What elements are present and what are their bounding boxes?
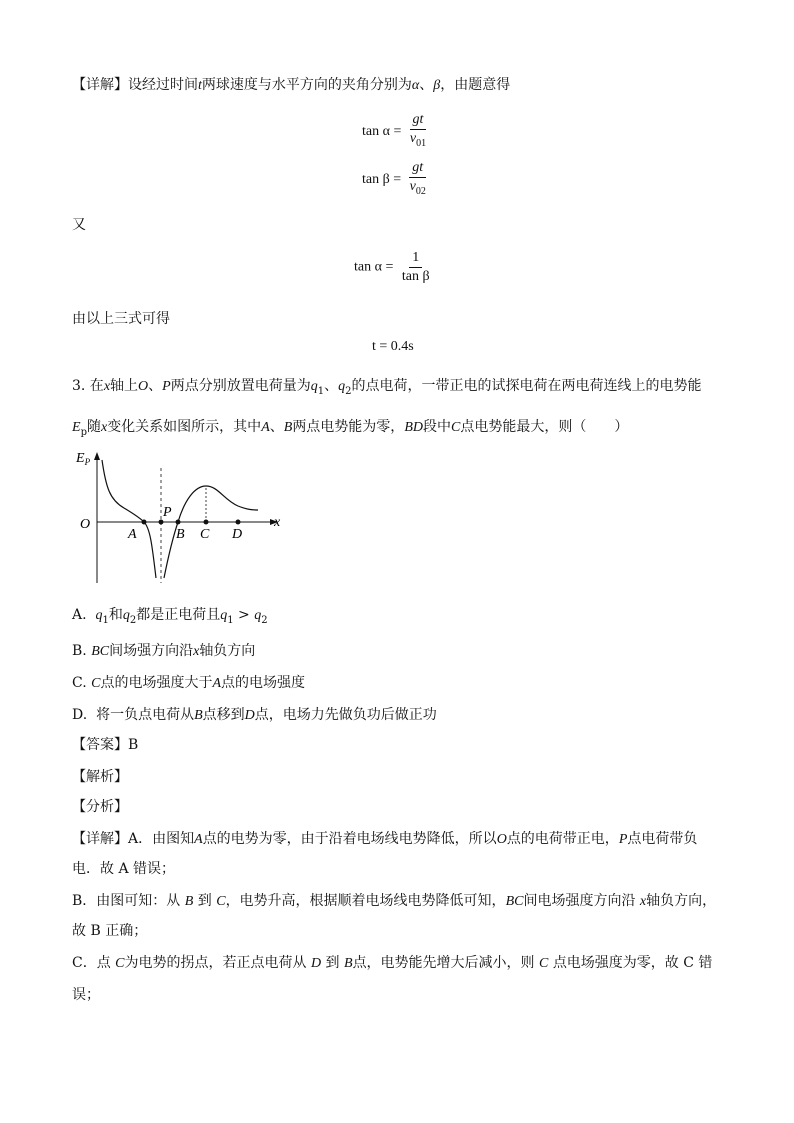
detail-line-c2: 误；	[72, 987, 100, 1003]
question-line-2: $E_p$随x变化关系如图所示，其中A、B两点电势能为零，BD段中C点电势能最大，则（ ）	[72, 419, 629, 438]
point-B	[176, 520, 181, 525]
question-line-1: 3. 在x轴上O、P两点分别放置电荷量为$q_1$、$q_2$的点电荷，一带正电的试探电荷在两电荷连线上的电势能	[72, 378, 702, 397]
point-P	[159, 520, 164, 525]
origin-label: O	[80, 517, 91, 532]
detail-line-1: 【详解】设经过时间t两球速度与水平方向的夹角分别为α、β，由题意得	[72, 77, 511, 93]
y-axis-arrow	[94, 452, 100, 460]
curve-left-branch	[102, 460, 156, 578]
option-d[interactable]: D. 将一负点电荷从B点移到D点，电场力先做负功后做正功	[72, 707, 437, 723]
detail-line-a1: 【详解】A．由图知A点的电势为零，由于沿着电场线电势降低，所以O点的电荷带正电，P点电荷带负	[72, 831, 698, 847]
option-a[interactable]: A. $q_1$和$q_2$都是正电荷且$q_1 > q_2$	[72, 607, 268, 626]
fenxi-heading: 【分析】	[72, 799, 128, 815]
label-P: P	[163, 505, 172, 520]
analysis-heading: 【解析】	[72, 769, 128, 785]
equation-tan-beta: tan β = $\frac{gt}{v_{02}}$	[362, 160, 431, 200]
detail-line-b1: B．由图可知：从 B 到 C，电势升高，根据顺着电场线电势降低可知，BC间电场强度方向沿 x轴负方向，	[72, 893, 717, 909]
y-axis-label: $E_P$	[76, 451, 91, 467]
answer-value: B	[128, 737, 139, 753]
label-A: A	[128, 527, 137, 542]
fraction: $\frac{gt}{v_{02}}$	[409, 160, 426, 197]
equation-reciprocal: tan α = $\frac{1}{\text{tan β}}$	[354, 250, 435, 285]
detail-line-c1: C．点 C为电势的拐点，若正点电荷从 D 到 B点，电势能先增大后减小，则 C 点电场强度为零，故 C 错	[72, 955, 713, 971]
point-A	[142, 520, 147, 525]
x-axis-label: x	[274, 515, 281, 530]
option-c[interactable]: C. C点的电场强度大于A点的电场强度	[72, 675, 306, 691]
equation-tan-alpha: tan α = $\frac{gt}{v_{01}}$	[362, 112, 431, 152]
potential-energy-graph	[72, 448, 302, 588]
label-C: C	[200, 527, 210, 542]
detail-line-b2: 故 B 正确；	[72, 923, 148, 939]
point-D	[236, 520, 241, 525]
text-you: 又	[72, 217, 86, 233]
text-conclude: 由以上三式可得	[72, 311, 170, 327]
fraction: $\frac{gt}{v_{01}}$	[409, 112, 427, 149]
equation-result: t = 0.4s	[372, 339, 414, 354]
detail-tag: 【详解】	[72, 77, 128, 93]
fraction: $\frac{1}{\text{tan β}}$	[401, 250, 430, 284]
answer-line: 【答案】B	[72, 737, 139, 753]
label-B: B	[176, 527, 185, 542]
detail-line-a2: 电．故 A 错误；	[72, 861, 176, 877]
option-b[interactable]: B. BC间场强方向沿x轴负方向	[72, 643, 256, 659]
label-D: D	[232, 527, 243, 542]
